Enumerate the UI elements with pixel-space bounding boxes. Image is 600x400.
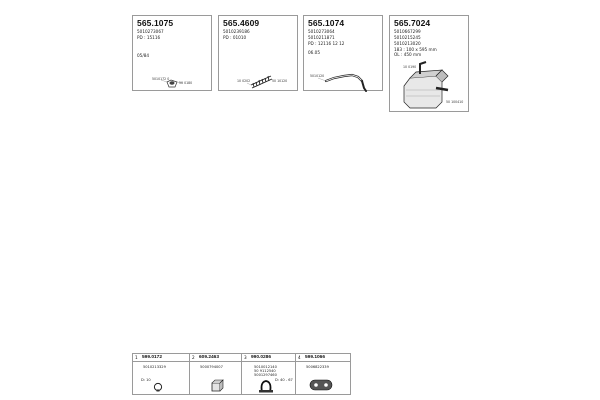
accessory-cell-1 (133, 354, 190, 394)
accessory-ref: 5010213329 (143, 365, 166, 369)
accessory-ref-line: 50 9112540 (254, 369, 276, 373)
clamp-ring-icon (133, 354, 190, 396)
callout: 10 0202 (237, 79, 251, 83)
ref-line: PD : 01010 (223, 35, 247, 40)
accessories-strip (132, 353, 351, 395)
ref-line: OL : 450 mm (394, 52, 422, 57)
accessory-index: 1 (135, 355, 138, 360)
ref-line: 5010667299 (394, 29, 421, 34)
accessory-index: 4 (298, 355, 301, 360)
accessory-ref: 5000794007 (200, 365, 223, 369)
ref-line: 183 : 100 x 595 mm (394, 47, 437, 52)
part-number: 565.7024 (394, 18, 431, 28)
callout: 5010120 (310, 74, 325, 78)
part-number: 565.4609 (223, 18, 260, 28)
callout: 50 0180 (179, 81, 193, 85)
ref-line: 5010213020 (394, 41, 421, 46)
accessory-ref: 5006822339 (306, 365, 329, 369)
callout: D: 40 - 67 (275, 378, 293, 382)
callout: 50 10120 (272, 79, 288, 83)
ref-line: 5010215245 (394, 35, 421, 40)
accessory-index: 2 (192, 355, 195, 360)
u-bolt-clamp-icon (242, 354, 296, 396)
note: 05/84 (137, 53, 150, 58)
part-card-1 (132, 15, 212, 91)
callout: 10 0190 (403, 65, 417, 69)
part-card-2 (218, 15, 298, 91)
ref-line: 5010273064 (308, 29, 335, 34)
accessory-ref-line: 5010012140 (254, 365, 277, 369)
accessory-part-number: 599.0172 (142, 354, 163, 360)
accessory-part-number: 599.1066 (305, 354, 326, 360)
accessory-part-number: 609.2463 (199, 354, 220, 360)
callout: D: 10 (141, 378, 151, 382)
accessory-cell-4 (296, 354, 350, 394)
accessory-cell-2 (190, 354, 242, 394)
accessory-part-number: 990.0286 (251, 354, 272, 360)
ref-line: 5010239186 (223, 29, 250, 34)
ref-line: 5010273067 (137, 29, 164, 34)
note: 06.05 (308, 50, 320, 55)
callout: 5010172 0 (152, 77, 170, 81)
accessory-cell-3 (242, 354, 296, 394)
rear-muffler-drawing (390, 16, 470, 113)
rubber-hanger-icon (296, 354, 350, 396)
ref-line: PD : 15116 (137, 35, 161, 40)
ref-line: 5010211871 (308, 35, 335, 40)
bracket-icon (190, 354, 242, 396)
part-card-4 (389, 15, 469, 112)
part-number: 565.1075 (137, 18, 174, 28)
accessory-index: 3 (244, 355, 247, 360)
ref-line: PD : 12116 12 12 (308, 41, 345, 46)
muffler-clamp-drawing (133, 16, 213, 92)
exhaust-pipe-drawing (304, 16, 384, 92)
callout: 50 100410 (446, 100, 464, 104)
accessory-ref-line: 5001297460 (254, 373, 277, 377)
part-number: 565.1074 (308, 18, 345, 28)
part-card-3 (303, 15, 383, 91)
